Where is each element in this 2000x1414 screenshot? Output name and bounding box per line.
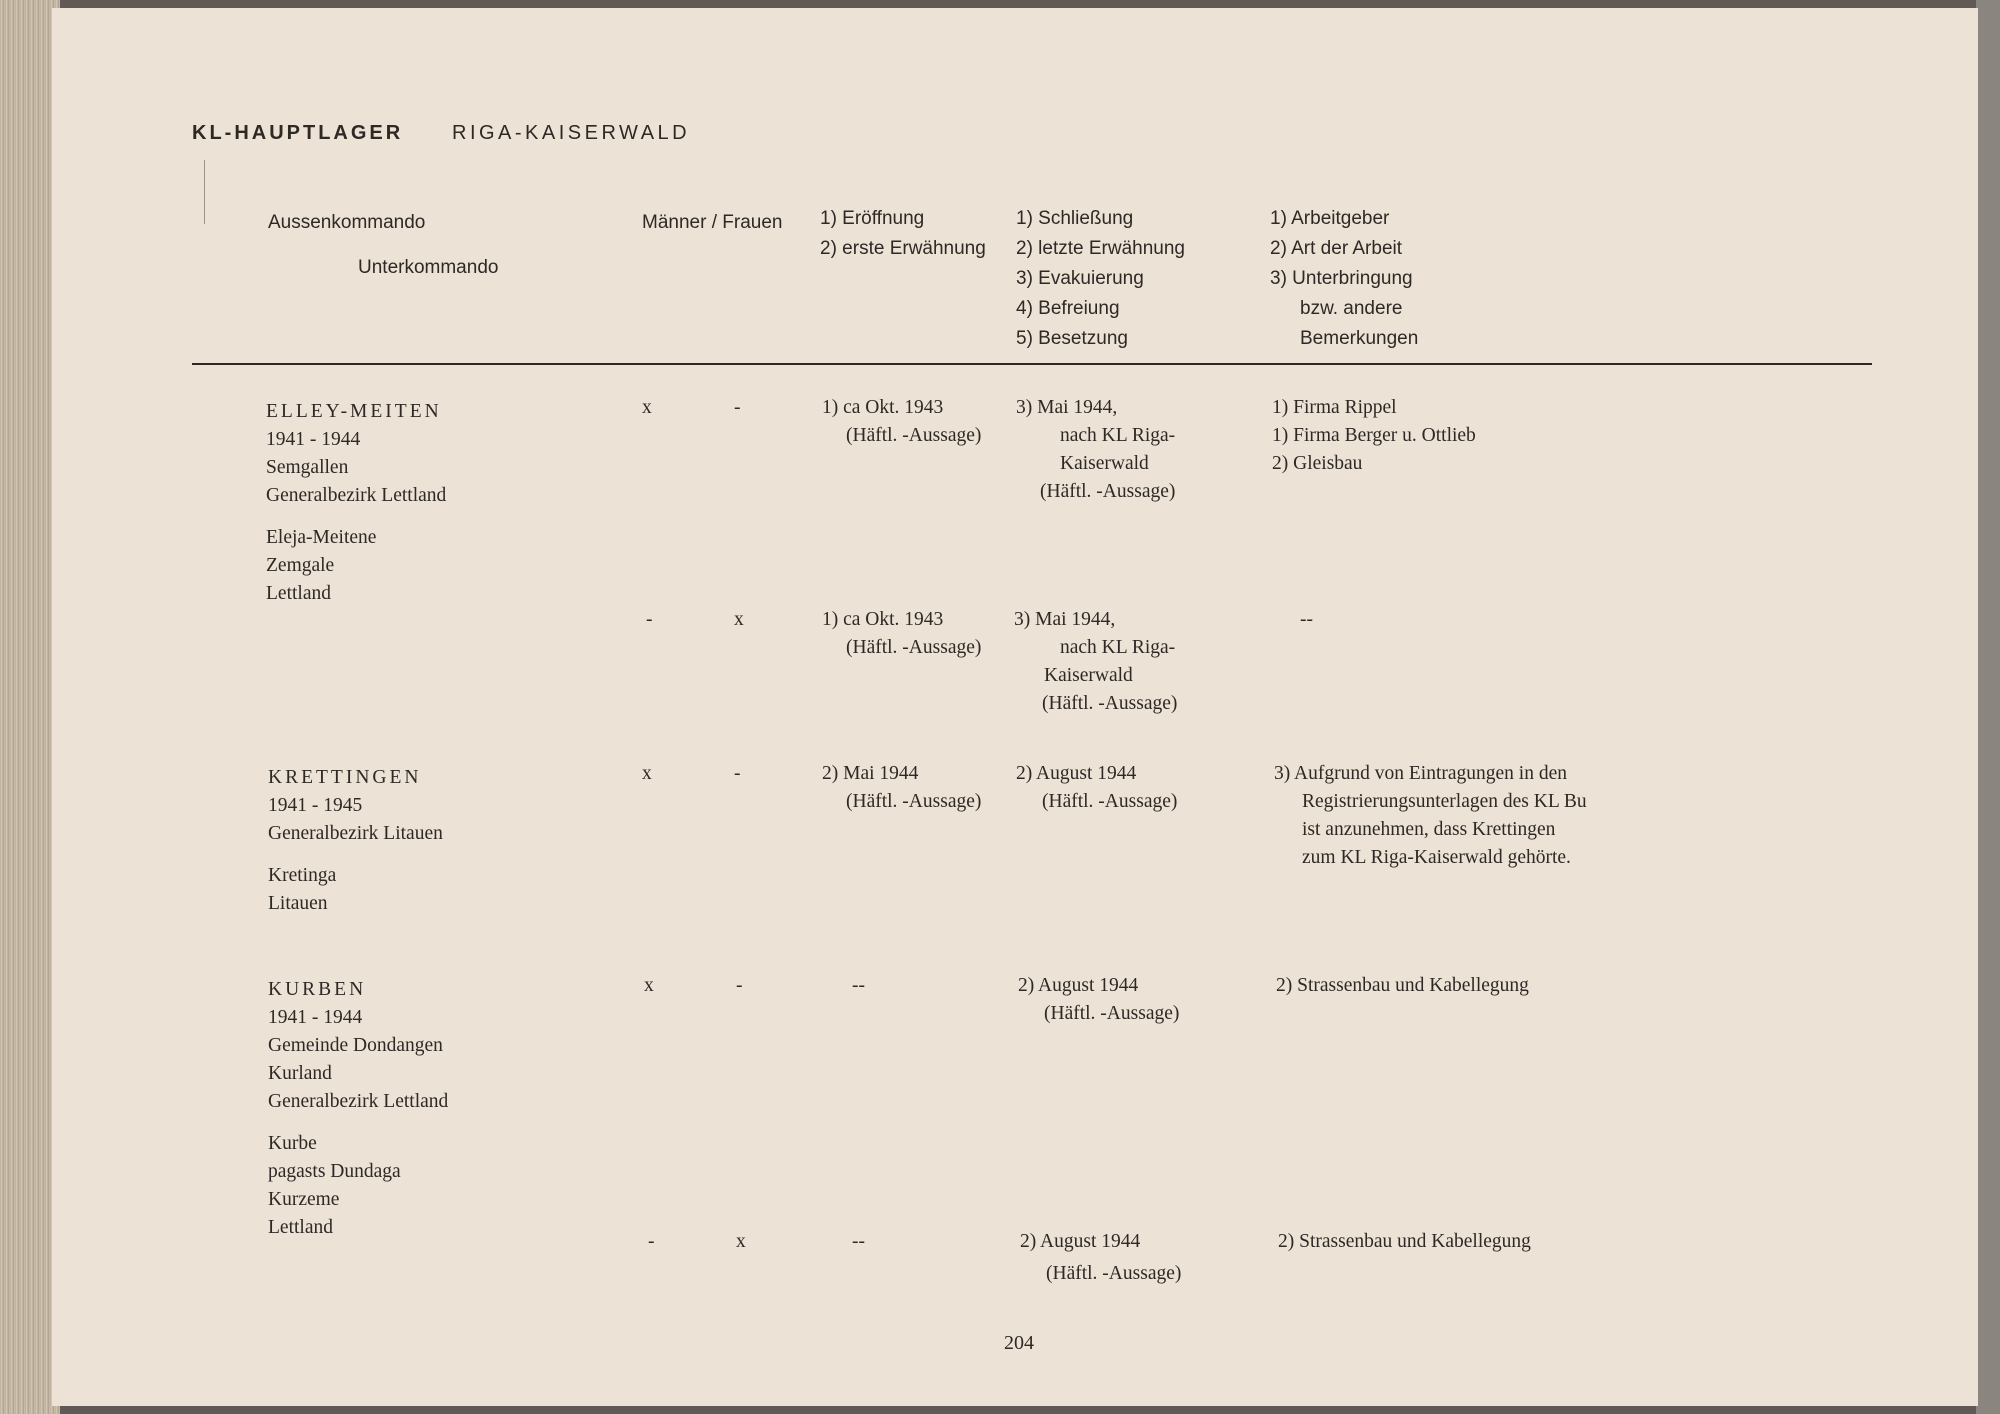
closing-source: (Häftl. -Aussage) (1044, 1003, 1180, 1024)
camp-title: RIGA-KAISERWALD (452, 122, 691, 144)
col-schliessung-5: 5) Besetzung (1016, 328, 1128, 349)
men-mark: - (648, 1231, 655, 1252)
col-schliessung-3: 3) Evakuierung (1016, 268, 1144, 289)
closing-line: nach KL Riga- (1060, 425, 1176, 446)
entry-years: 1941 - 1944 (266, 429, 361, 450)
closing-source: (Häftl. -Aussage) (1046, 1263, 1182, 1284)
remarks-line: zum KL Riga-Kaiserwald gehörte. (1302, 847, 1571, 868)
entry-region: Kurland (268, 1063, 332, 1084)
page-title (192, 122, 403, 145)
page-number: 204 (1004, 1332, 1034, 1354)
women-mark: x (734, 609, 744, 630)
col-schliessung (1016, 204, 1185, 354)
col-unterkommando: Unterkommando (358, 257, 499, 278)
unter-name: Eleja-Meitene (266, 527, 377, 548)
entry-elley-meiten (266, 398, 446, 510)
men-mark: - (646, 609, 653, 630)
book-right-edge (1976, 0, 2000, 1414)
opening-cell (852, 1228, 865, 1256)
book-page-edges (0, 0, 60, 1414)
col-eroeffnung-2: 2) erste Erwähnung (820, 238, 986, 259)
closing-line: 2) August 1944 (1018, 975, 1139, 996)
remarks-cell (1278, 1228, 1531, 1256)
col-schliessung-4: 4) Befreiung (1016, 298, 1120, 319)
opening-cell (822, 606, 981, 662)
col-arbeitgeber (1270, 204, 1418, 354)
closing-line: 3) Mai 1944, (1014, 609, 1116, 630)
entry-years: 1941 - 1944 (268, 1007, 363, 1028)
unter-country: Lettland (266, 583, 331, 604)
opening-line: 2) Mai 1944 (822, 763, 919, 784)
opening-cell (852, 972, 865, 1000)
col-schliessung-1: 1) Schließung (1016, 208, 1134, 229)
closing-line: 2) August 1944 (1020, 1231, 1141, 1252)
remarks-line: 1) Firma Rippel (1272, 397, 1397, 418)
closing-line: Kaiserwald (1060, 453, 1149, 474)
women-mark: - (734, 763, 741, 784)
entry-community: Gemeinde Dondangen (268, 1035, 443, 1056)
closing-line: nach KL Riga- (1060, 637, 1176, 658)
col-arbeitgeber-1: 1) Arbeitgeber (1270, 208, 1390, 229)
men-mark: x (642, 763, 652, 784)
title-main: KL-HAUPTLAGER (192, 122, 404, 144)
remarks-line: 3) Aufgrund von Eintragungen in den (1274, 763, 1567, 784)
entry-years: 1941 - 1945 (268, 795, 363, 816)
remarks-cell (1300, 606, 1313, 634)
unter-country: Lettland (268, 1217, 333, 1238)
unterkommando-eleja-meitene (266, 524, 376, 608)
col-arbeitgeber-4: bzw. andere (1300, 298, 1403, 319)
women-mark: x (736, 1231, 746, 1252)
unterkommando-kurbe (268, 1130, 401, 1242)
remarks-cell (1276, 972, 1529, 1000)
entry-district: Generalbezirk Litauen (268, 823, 443, 844)
closing-cell (1020, 1228, 1181, 1288)
opening-source: (Häftl. -Aussage) (846, 791, 982, 812)
opening-cell (822, 760, 981, 816)
unter-name: Kurbe (268, 1133, 317, 1154)
opening-cell (822, 394, 981, 450)
remarks-cell (1272, 394, 1476, 478)
men-mark: x (644, 975, 654, 996)
unter-region: Kurzeme (268, 1189, 340, 1210)
unterkommando-kretinga (268, 862, 336, 918)
unter-name: Kretinga (268, 865, 337, 886)
col-arbeitgeber-2: 2) Art der Arbeit (1270, 238, 1403, 259)
closing-line: 2) August 1944 (1016, 763, 1137, 784)
closing-source: (Häftl. -Aussage) (1042, 693, 1178, 714)
remarks-line: 2) Strassenbau und Kabellegung (1276, 975, 1529, 996)
remarks-line: 2) Strassenbau und Kabellegung (1278, 1231, 1531, 1252)
col-arbeitgeber-3: 3) Unterbringung (1270, 268, 1413, 289)
entry-name: ELLEY-MEITEN (266, 401, 442, 422)
closing-cell (1016, 394, 1175, 506)
women-mark: - (736, 975, 743, 996)
opening-line: -- (852, 975, 865, 996)
entry-kurben (268, 976, 448, 1116)
entry-name: KURBEN (268, 979, 367, 1000)
opening-line: 1) ca Okt. 1943 (822, 609, 944, 630)
opening-source: (Häftl. -Aussage) (846, 425, 982, 446)
remarks-line: 2) Gleisbau (1272, 453, 1363, 474)
women-mark: - (734, 397, 741, 418)
entry-district: Generalbezirk Lettland (266, 485, 447, 506)
col-eroeffnung (820, 204, 986, 264)
opening-line: 1) ca Okt. 1943 (822, 397, 944, 418)
col-arbeitgeber-5: Bemerkungen (1300, 328, 1419, 349)
closing-cell (1014, 606, 1177, 718)
unter-country: Litauen (268, 893, 328, 914)
unter-region: Zemgale (266, 555, 335, 576)
entry-name: KRETTINGEN (268, 767, 422, 788)
remarks-line: Registrierungsunterlagen des KL Bu (1302, 791, 1587, 812)
entry-district: Generalbezirk Lettland (268, 1091, 449, 1112)
closing-cell (1016, 760, 1177, 816)
opening-source: (Häftl. -Aussage) (846, 637, 982, 658)
closing-line: 3) Mai 1944, (1016, 397, 1118, 418)
entry-krettingen (268, 764, 443, 848)
closing-line: Kaiserwald (1044, 665, 1133, 686)
men-mark: x (642, 397, 652, 418)
remarks-cell (1274, 760, 1587, 872)
closing-source: (Häftl. -Aussage) (1040, 481, 1176, 502)
remarks-line: 1) Firma Berger u. Ottlieb (1272, 425, 1476, 446)
unter-community: pagasts Dundaga (268, 1161, 401, 1182)
col-eroeffnung-1: 1) Eröffnung (820, 208, 925, 229)
closing-cell (1018, 972, 1179, 1028)
remarks-line: ist anzunehmen, dass Krettingen (1302, 819, 1556, 840)
col-aussenkommando: Aussenkommando (268, 212, 426, 233)
closing-source: (Häftl. -Aussage) (1042, 791, 1178, 812)
entry-region: Semgallen (266, 457, 349, 478)
margin-mark (204, 160, 205, 224)
col-schliessung-2: 2) letzte Erwähnung (1016, 238, 1185, 259)
opening-line: -- (852, 1231, 865, 1252)
col-maenner-frauen: Männer / Frauen (642, 212, 783, 233)
remarks-line: -- (1300, 609, 1313, 630)
header-rule (192, 363, 1872, 365)
